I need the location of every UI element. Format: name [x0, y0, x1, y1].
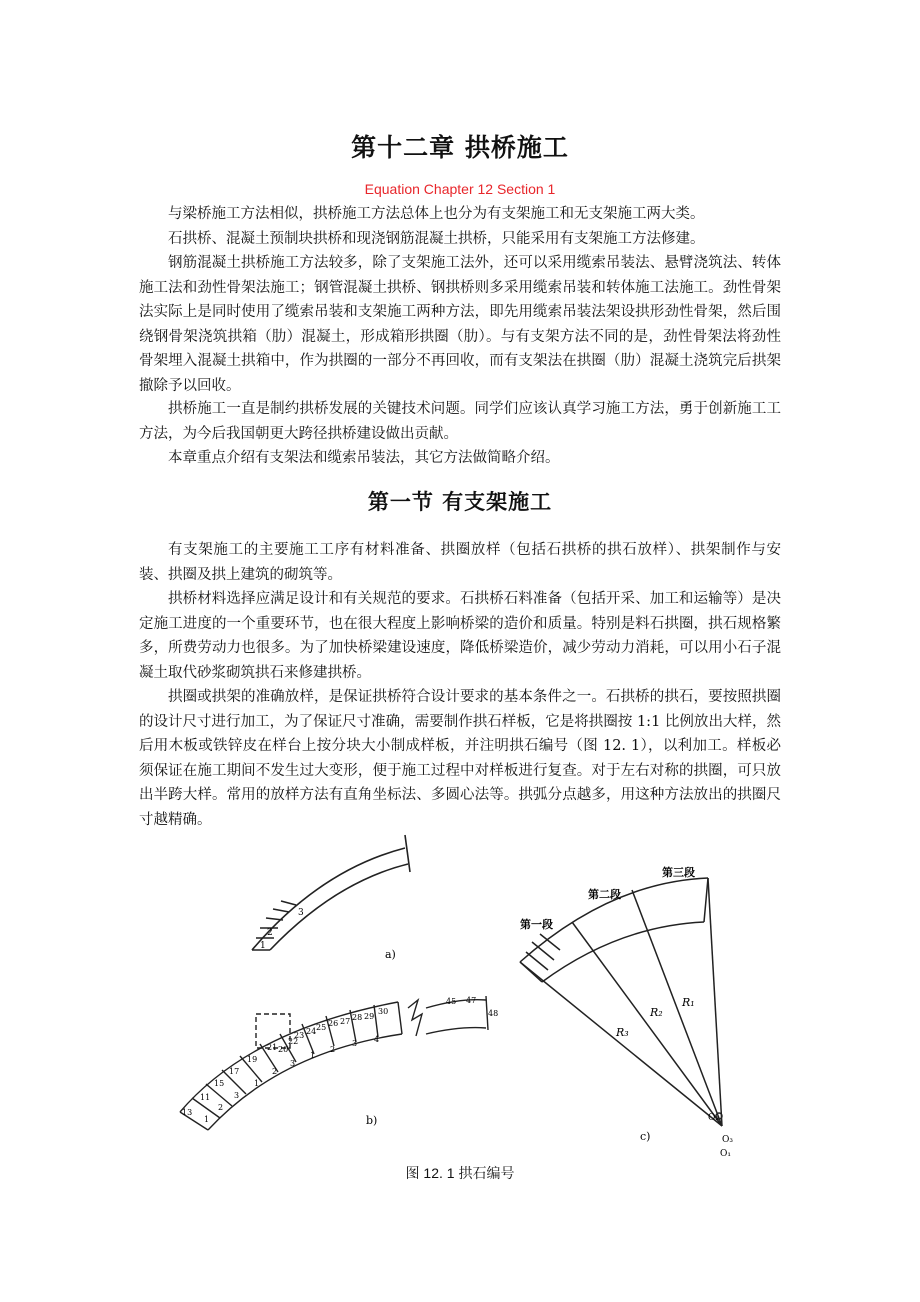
figure-b-stone-number: 13: [182, 1108, 193, 1117]
intro-paragraph-1: 与梁桥施工方法相似，拱桥施工方法总体上也分为有支架施工和无支架施工两大类。: [168, 206, 705, 222]
section-paragraph-3: 拱圈或拱架的准确放样，是保证拱桥符合设计要求的基本条件之一。石拱桥的拱石，要按照拱圈的设计尺寸进行加工，为了保证尺寸准确，需要制作拱石样板，它是将拱圈按 1:1 比例放出大样，然后用木板或铁锌皮在样台上按分块大小制成样板，并注明拱石编号（图 12. 1），以利加工。样板必须保证在施工期间不发生过大变形，便于施工过程中对样板进行复查。对于左右对称的拱圈，可只放出半跨大样。常用的放样方法有直角坐标法、多圆心法等。拱弧分点越多，用这种方法放出的拱圈尺寸越精确。: [139, 689, 781, 828]
figure-a-stone-number: 1: [260, 941, 266, 951]
center-o2-label: O₂: [708, 1113, 719, 1123]
figure-b-stone-number: 19: [247, 1055, 258, 1064]
segment-1-label: 第一段: [520, 918, 553, 931]
figure-b-stone-number: 25: [316, 1023, 327, 1032]
figure-b-stone-number: 48: [488, 1009, 499, 1018]
figure-b-stone-number: 27: [340, 1017, 351, 1026]
figure-b-stone-number: 1: [310, 1051, 316, 1060]
figure-b-stone-number: 30: [378, 1007, 389, 1016]
figure-a-stone-number: 2: [267, 928, 273, 938]
figure-b-stone-number: 3: [234, 1091, 240, 1100]
section-paragraph-1: 有支架施工的主要施工工序有材料准备、拱圈放样（包括石拱桥的拱石放样）、拱架制作与安装、拱圈及拱上建筑的砌筑等。: [139, 542, 781, 583]
radius-r2-label: R₂: [650, 1006, 663, 1019]
figure-b-stone-number: 29: [364, 1012, 375, 1021]
figure-b-stone-number: 2: [272, 1067, 278, 1076]
intro-paragraph-3: 钢筋混凝土拱桥施工方法较多，除了支架施工法外，还可以采用缆索吊装法、悬臂浇筑法、转体施工法和劲性骨架法施工；钢管混凝土拱桥、钢拱桥则多采用缆索吊装和转体施工法施工。劲性骨架法实际上是同时使用了缆索吊装和支架施工两种方法，即先用缆索吊装法架设拱形劲性骨架，然后围绕钢骨架浇筑拱箱（肋）混凝土，形成箱形拱圈（肋）。与有支架方法不同的是，劲性骨架法将劲性骨架埋入混凝土拱箱中，作为拱圈的一部分不再回收，而有支架法在拱圈（肋）混凝土浇筑完后拱架撤除予以回收。: [139, 255, 781, 394]
figure-b-stone-number: 11: [200, 1093, 211, 1102]
equation-field-code: Equation Chapter 12 Section 1: [364, 181, 556, 197]
figure-caption: 图 12. 1 拱石编号: [405, 1165, 515, 1181]
figure-b-stone-number: 47: [466, 996, 477, 1005]
segment-2-label: 第二段: [588, 888, 621, 901]
figure-b-stone-number: 3: [352, 1039, 358, 1048]
figure-b-stone-number: 1: [204, 1115, 210, 1124]
figure-b-stone-number: 45: [446, 997, 457, 1006]
figure-b-stone-number: 28: [352, 1013, 363, 1022]
figure-a-stone-number: 3: [298, 908, 304, 918]
figure-b-stone-number: 4: [374, 1035, 380, 1044]
figure-b-stone-number: 21: [267, 1043, 278, 1052]
figure-a-arch: [252, 835, 410, 950]
figure-b-stone-number: 20: [278, 1045, 289, 1054]
section-paragraph-2: 拱桥材料选择应满足设计和有关规范的要求。石拱桥石料准备（包括开采、加工和运输等）是决定施工进度的一个重要环节，也在很大程度上影响桥梁的造价和质量。特别是料石拱圈，拱石规格繁多，所费劳动力也很多。为了加快桥梁建设速度，降低桥梁造价，减少劳动力消耗，可以用小石子混凝土取代砂浆砌筑拱石来修建拱桥。: [139, 591, 781, 681]
segment-3-label: 第三段: [662, 866, 695, 879]
figure-b-stone-number: 3: [290, 1059, 296, 1068]
intro-paragraph-4: 拱桥施工一直是制约拱桥发展的关键技术问题。同学们应该认真学习施工方法，勇于创新施工工方法，为今后我国朝更大跨径拱桥建设做出贡献。: [139, 401, 781, 442]
arch-stone-numbering-figure: [170, 830, 750, 1160]
center-o3-label: O₃: [722, 1135, 733, 1145]
chapter-title: 第十二章 拱桥施工: [351, 133, 569, 162]
intro-paragraph-2: 石拱桥、混凝土预制块拱桥和现浇钢筋混凝土拱桥，只能采用有支架施工方法修建。: [168, 231, 705, 247]
radius-r1-label: R₁: [682, 996, 695, 1009]
figure-b-arch: [180, 996, 488, 1130]
section-title: 第一节 有支架施工: [367, 490, 553, 514]
figure-b-stone-number: 23: [294, 1031, 305, 1040]
radius-r3-label: R₃: [616, 1026, 629, 1039]
figure-b-label: b): [366, 1114, 378, 1127]
figure-b-stone-number: 22: [288, 1037, 299, 1046]
figure-b-stone-number: 26: [328, 1019, 339, 1028]
intro-paragraph-5: 本章重点介绍有支架法和缆索吊装法，其它方法做简略介绍。: [168, 450, 560, 466]
figure-b-stone-number: 2: [218, 1103, 224, 1112]
figure-b-stone-number: 1: [254, 1079, 260, 1088]
figure-b-stone-number: 24: [306, 1027, 317, 1036]
figure-b-stone-number: 17: [229, 1067, 240, 1076]
figure-b-stone-number: 2: [330, 1045, 336, 1054]
figure-c-label: c): [640, 1130, 651, 1143]
figure-a-label: a): [385, 948, 396, 961]
center-o1-label: O₁: [720, 1149, 731, 1159]
figure-b-stone-number: 15: [214, 1079, 225, 1088]
